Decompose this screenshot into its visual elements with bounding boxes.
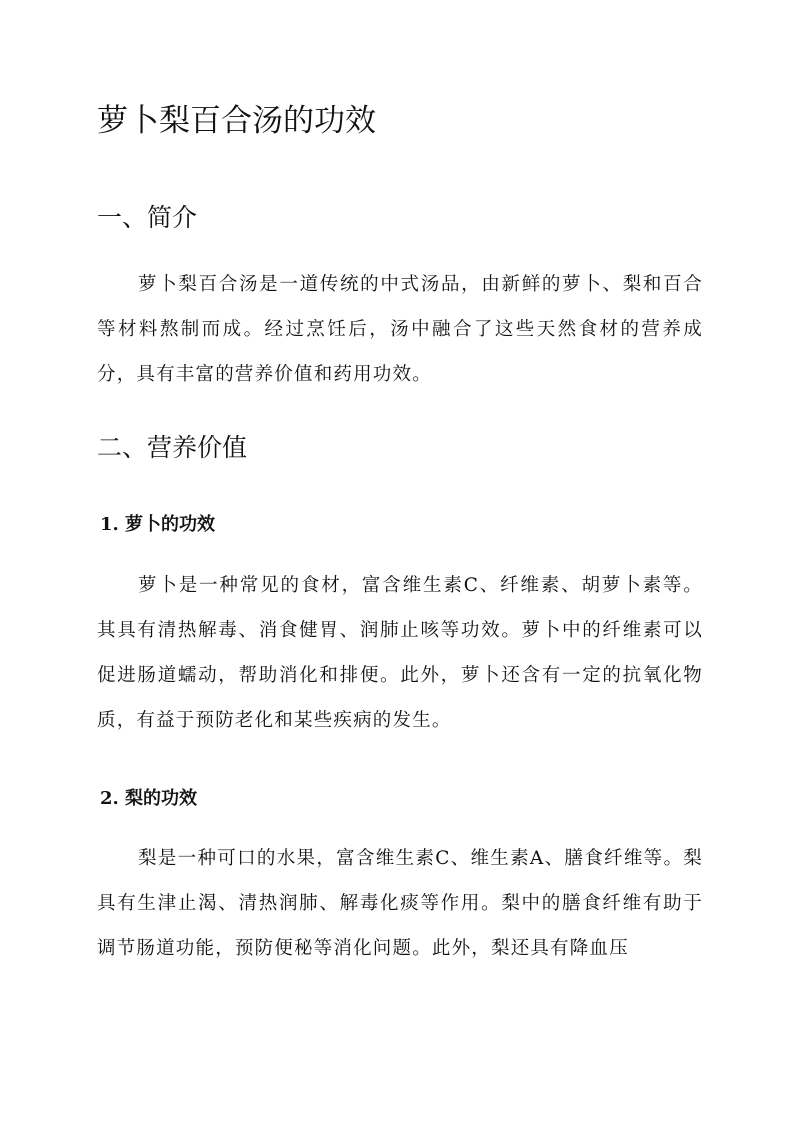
section-heading-nutrition: 二、营养价值 <box>97 433 248 462</box>
section-heading-intro: 一、简介 <box>97 203 198 232</box>
pear-paragraph: 梨是一种可口的水果，富含维生素C、维生素A、膳食纤维等。梨具有生津止渴、清热润肺、解毒化痰等作用。梨中的膳食纤维有助于调节肠道功能，预防便秘等消化问题。此外，梨还具有降血压 <box>97 848 703 959</box>
subsection-heading-radish: 1. 萝卜的功效 <box>100 514 216 535</box>
intro-paragraph: 萝卜梨百合汤是一道传统的中式汤品，由新鲜的萝卜、梨和百合等材料熬制而成。经过烹饪后，汤中融合了这些天然食材的营养成分，具有丰富的营养价值和药用功效。 <box>97 274 703 385</box>
radish-paragraph: 萝卜是一种常见的食材，富含维生素C、纤维素、胡萝卜素等。其具有清热解毒、消食健胃、润肺止咳等功效。萝卜中的纤维素可以促进肠道蠕动，帮助消化和排便。此外，萝卜还含有一定的抗氧化物质，有益于预防老化和某些疾病的发生。 <box>97 575 703 731</box>
page-title: 萝卜梨百合汤的功效 <box>97 103 376 139</box>
subsection-heading-pear: 2. 梨的功效 <box>100 788 198 809</box>
